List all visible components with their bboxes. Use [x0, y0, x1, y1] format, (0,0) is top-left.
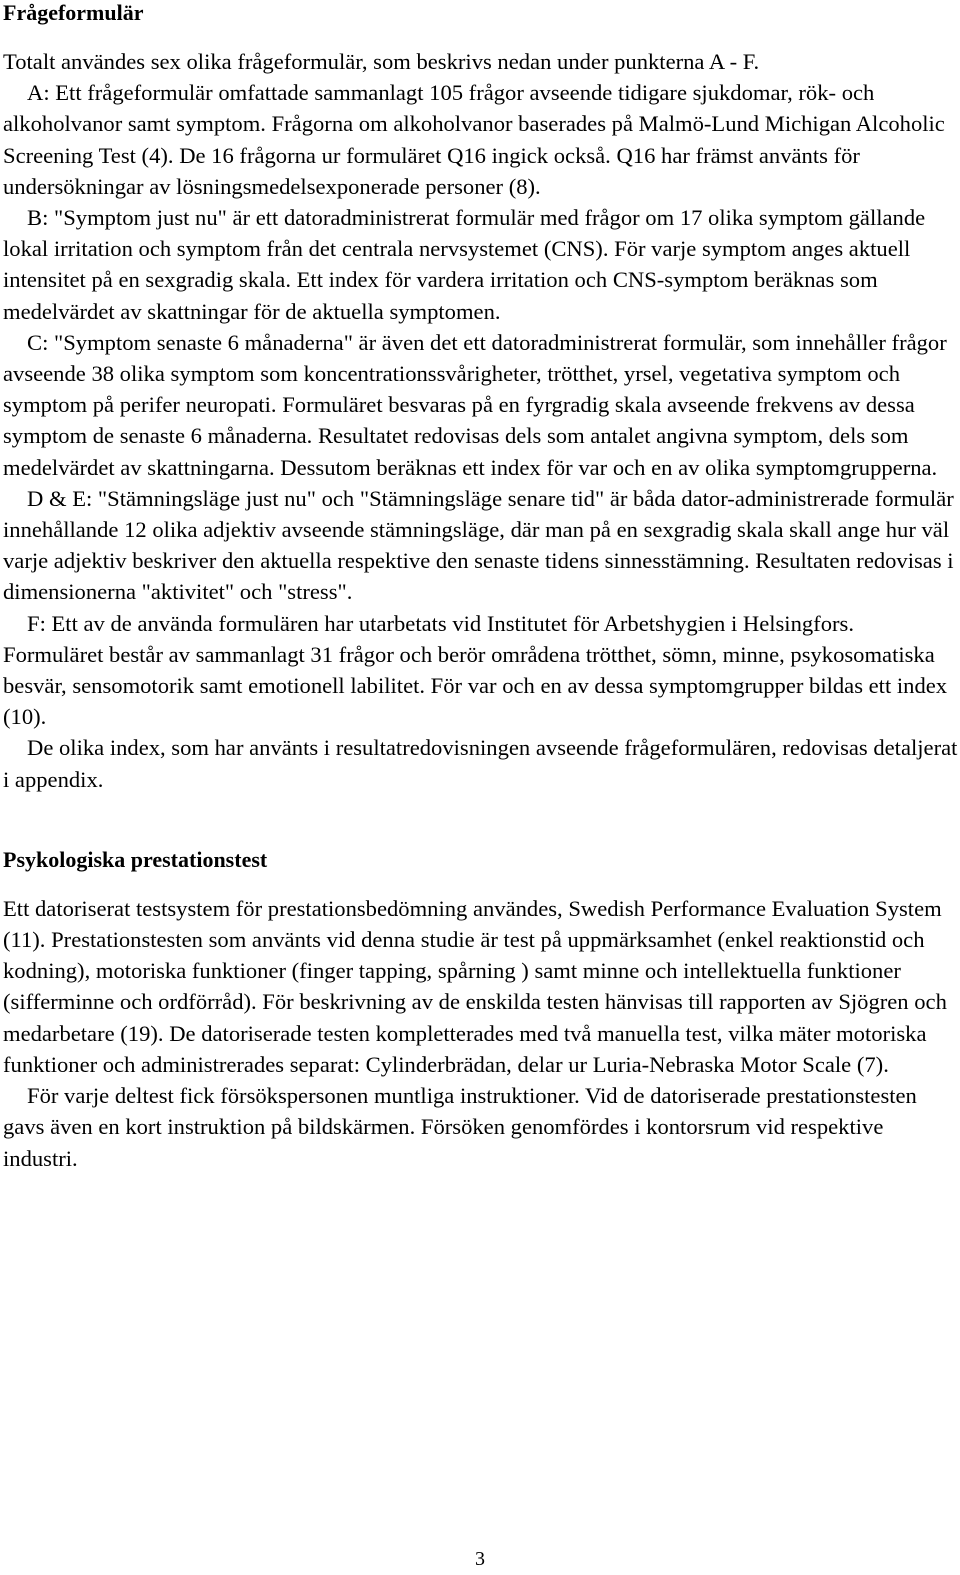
section-heading: Psykologiska prestationstest [3, 846, 268, 872]
paragraph-index: De olika index, som har använts i resultatredovisningen avseende frågeformulären, redovisas detaljerat i appendix. [3, 735, 958, 792]
paragraph-instructions: För varje deltest fick försökspersonen muntliga instruktioner. Vid de datoriserade prestationstesten gavs även en kort instruktion på bildskärmen. Försöken genomfördes i kontorsrum vid respektive industri. [3, 1083, 917, 1171]
section-frageformular [3, 0, 958, 795]
section-heading: Frågeformulär [3, 0, 144, 25]
paragraph-intro: Totalt användes sex olika frågeformulär, som beskrivs nedan under punkterna A - F. [3, 49, 760, 74]
paragraph-system: Ett datoriserat testsystem för prestationsbedömning användes, Swedish Performance Evaluation System (11). Prestationstesten som använts vid denna studie är test på uppmärksamhet (enkel reaktionstid och kodning), motoriska funktioner (finger tapping, spårning ) samt minne och intellektuella funktioner (sifferminne och ordförråd). För beskrivning av de enskilda testen hänvisas till rapporten av Sjögren och medarbetare (19). De datoriserade testen kompletterades med två manuella test, vilka mäter motoriska funktioner och administrerades separat: Cylinderbrädan, delar ur Luria-Nebraska Motor Scale (7). [3, 895, 947, 1077]
paragraph-de: D & E: "Stämningsläge just nu" och "Stämningsläge senare tid" är båda dator-administrerade formulär innehållande 12 olika adjektiv avseende stämningsläge, där man på en sexgradig skala skall ange hur väl varje adjektiv beskriver den aktuella respektive den senaste tidens sinnesstämning. Resultaten redovisas i dimensionerna "aktivitet" och "stress". [3, 485, 954, 605]
paragraph-f: F: Ett av de använda formulären har utarbetats vid Institutet för Arbetshygien i Helsingfors. Formuläret består av sammanlagt 31 frågor och berör områdena trötthet, sömn, minne, psykosomatiska besvär, sensomotorik samt emotionell labilitet. För var och en av dessa symptomgrupper bildas ett index (10). [3, 610, 948, 730]
document-page [3, 0, 958, 1174]
paragraph-b: B: "Symptom just nu" är ett datoradministrerat formulär med frågor om 17 olika symptom gällande lokal irritation och symptom från det centrala nervsystemet (CNS). För varje symptom anges aktuell intensitet på en sexgradig skala. Ett index för vardera irritation och CNS-symptom beräknas som medelvärdet av skattningar för de aktuella symptomen. [3, 205, 926, 324]
paragraph-a: A: Ett frågeformulär omfattade sammanlagt 105 frågor avseende tidigare sjukdomar, rök- och alkoholvanor samt symptom. Frågorna om alkoholvanor baserades på Malmö-Lund Michigan Alcoholic Screening Test (4). De 16 frågorna ur formuläret Q16 ingick också. Q16 har främst använts för undersökningar av lösningsmedelsexponerade personer (8). [3, 80, 945, 199]
page-number: 3 [475, 1548, 485, 1570]
paragraph-c: C: "Symptom senaste 6 månaderna" är även det ett datoradministrerat formulär, som innehåller frågor avseende 38 olika symptom som koncentrationssvårigheter, trötthet, yrsel, vegetativa symptom och symptom på perifer neuropati. Formuläret besvaras på en fyrgradig skala avseende frekvens av dessa symptom de senaste 6 månaderna. Resultatet redovisas dels som antalet angivna symptom, dels som medelvärdet av skattningarna. Dessutom beräknas ett index för var och en av olika symptomgrupperna. [3, 329, 947, 480]
section-prestationstest [3, 847, 958, 1174]
